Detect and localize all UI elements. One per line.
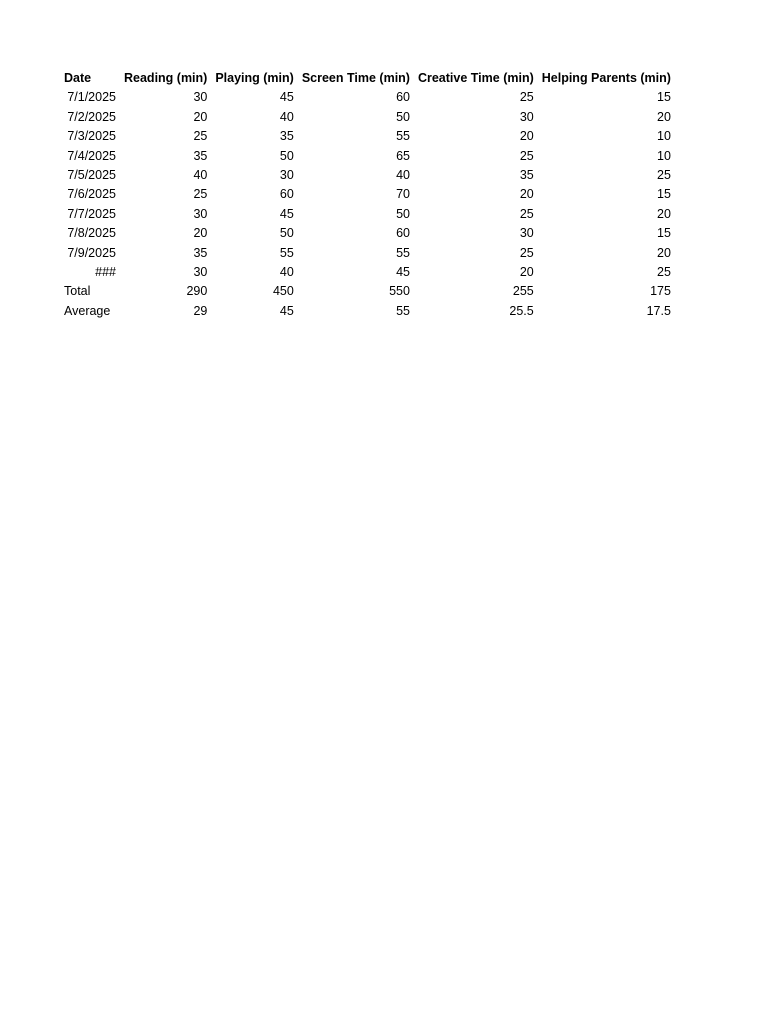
cell-playing: 40 xyxy=(279,265,294,280)
cell-creative-time: 25 xyxy=(519,90,534,105)
cell-screen-time: 50 xyxy=(396,109,410,124)
cell-screen-time: 40 xyxy=(396,168,410,183)
table-row xyxy=(60,263,675,282)
cell-helping-parents: 15 xyxy=(657,90,671,105)
cell-screen-time: 55 xyxy=(396,303,410,318)
cell-helping-parents: 25 xyxy=(657,168,671,183)
cell-helping-parents: 25 xyxy=(657,265,671,280)
cell-helping-parents: 175 xyxy=(650,284,671,299)
cell-playing: 45 xyxy=(279,206,294,221)
cell-playing: 50 xyxy=(279,148,294,163)
cell-total-label: Total xyxy=(64,284,91,299)
cell-helping-parents: 15 xyxy=(657,187,671,202)
cell-screen-time: 65 xyxy=(396,148,410,163)
cell-helping-parents: 17.5 xyxy=(646,303,671,318)
header-reading: Reading (min) xyxy=(124,71,208,85)
cell-reading: 290 xyxy=(186,284,208,299)
cell-creative-time: 25 xyxy=(519,148,534,163)
cell-creative-time: 20 xyxy=(519,265,534,280)
cell-playing: 45 xyxy=(279,90,294,105)
header-date: Date xyxy=(64,71,92,85)
cell-playing: 35 xyxy=(279,129,294,144)
cell-creative-time: 20 xyxy=(519,187,534,202)
cell-screen-time: 55 xyxy=(396,129,410,144)
cell-helping-parents: 20 xyxy=(657,245,671,260)
table-row xyxy=(60,185,675,204)
cell-creative-time: 255 xyxy=(512,284,534,299)
cell-playing: 55 xyxy=(279,245,294,260)
cell-date: 7/7/2025 xyxy=(67,206,116,221)
cell-date: 7/3/2025 xyxy=(67,129,116,144)
cell-screen-time: 550 xyxy=(389,284,410,299)
cell-reading: 25 xyxy=(193,129,208,144)
activity-table xyxy=(60,69,675,321)
table-row xyxy=(60,205,675,224)
cell-playing: 50 xyxy=(279,226,294,241)
cell-screen-time: 70 xyxy=(396,187,410,202)
cell-screen-time: 60 xyxy=(396,226,410,241)
cell-playing: 450 xyxy=(272,284,294,299)
table-row xyxy=(60,166,675,185)
total-row xyxy=(60,282,675,301)
cell-helping-parents: 20 xyxy=(657,206,671,221)
cell-reading: 40 xyxy=(193,168,208,183)
header-playing: Playing (min) xyxy=(215,71,294,85)
cell-date: ### xyxy=(95,265,116,280)
cell-date: 7/1/2025 xyxy=(67,90,116,105)
cell-date: 7/5/2025 xyxy=(67,168,116,183)
cell-creative-time: 25 xyxy=(519,245,534,260)
cell-playing: 60 xyxy=(279,187,294,202)
table-row xyxy=(60,147,675,166)
cell-reading: 20 xyxy=(193,226,208,241)
cell-reading: 25 xyxy=(193,187,208,202)
cell-creative-time: 25.5 xyxy=(509,303,534,318)
cell-helping-parents: 10 xyxy=(657,129,671,144)
cell-helping-parents: 15 xyxy=(657,226,671,241)
cell-reading: 30 xyxy=(193,265,208,280)
average-row xyxy=(60,302,675,321)
cell-screen-time: 55 xyxy=(396,245,410,260)
table-row xyxy=(60,88,675,107)
table-row xyxy=(60,127,675,146)
header-screen-time: Screen Time (min) xyxy=(301,71,410,85)
cell-playing: 40 xyxy=(279,109,294,124)
cell-reading: 30 xyxy=(193,206,208,221)
header-row xyxy=(60,69,675,88)
table-row xyxy=(60,244,675,263)
cell-date: 7/8/2025 xyxy=(67,226,116,241)
table-row xyxy=(60,108,675,127)
cell-screen-time: 60 xyxy=(396,90,410,105)
header-helping-parents: Helping Parents (min) xyxy=(541,71,671,85)
cell-date: 7/9/2025 xyxy=(67,245,116,260)
cell-date: 7/6/2025 xyxy=(67,187,116,202)
cell-helping-parents: 20 xyxy=(657,109,671,124)
cell-reading: 35 xyxy=(193,245,208,260)
cell-playing: 45 xyxy=(279,303,294,318)
cell-reading: 29 xyxy=(193,303,208,318)
cell-reading: 20 xyxy=(193,109,208,124)
cell-creative-time: 30 xyxy=(519,226,534,241)
cell-creative-time: 20 xyxy=(519,129,534,144)
cell-screen-time: 50 xyxy=(396,206,410,221)
cell-date: 7/2/2025 xyxy=(67,109,116,124)
cell-creative-time: 25 xyxy=(519,206,534,221)
cell-average-label: Average xyxy=(64,303,111,318)
cell-reading: 30 xyxy=(193,90,208,105)
cell-playing: 30 xyxy=(279,168,294,183)
cell-screen-time: 45 xyxy=(396,265,410,280)
cell-date: 7/4/2025 xyxy=(67,148,116,163)
header-creative-time: Creative Time (min) xyxy=(417,71,534,85)
cell-creative-time: 35 xyxy=(519,168,534,183)
cell-creative-time: 30 xyxy=(519,109,534,124)
cell-reading: 35 xyxy=(193,148,208,163)
table-row xyxy=(60,224,675,243)
cell-helping-parents: 10 xyxy=(657,148,671,163)
